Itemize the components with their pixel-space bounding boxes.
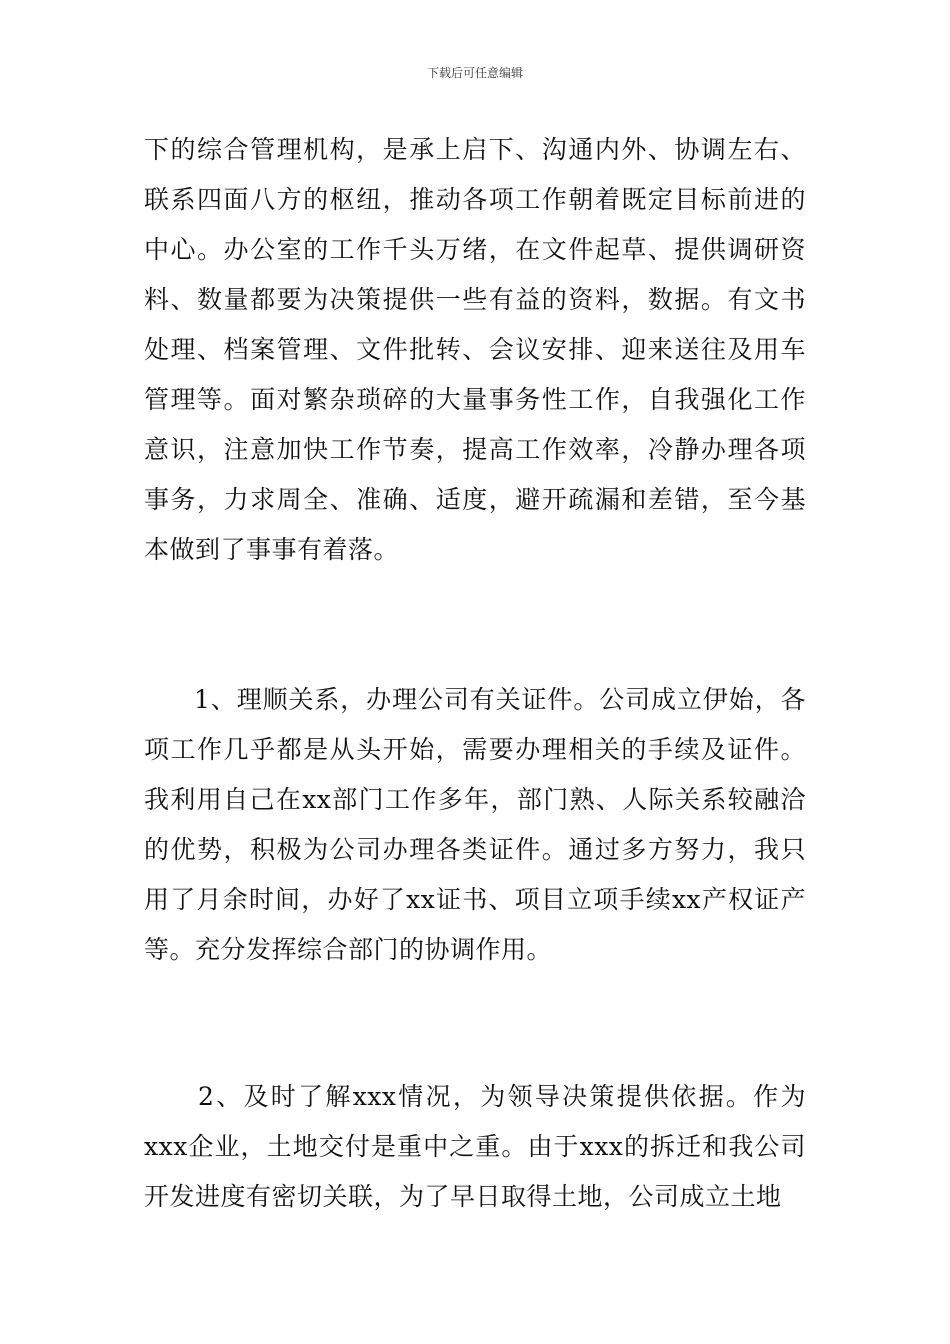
paragraph-2: 1、理顺关系，办理公司有关证件。公司成立伊始，各项工作几乎都是从头开始，需要办理相关的手续及证件。我利用自己在xx部门工作多年，部门熟、人际关系较融洽的优势，积极为公司办理各类证件。通过多方努力，我只用了月余时间，办好了xx证书、项目立项手续xx产权证产等。充分发挥综合部门的协调作用。 (144, 685, 806, 964)
page-header: 下载后可任意编辑 (426, 66, 523, 80)
paragraph-1: 下的综合管理机构，是承上启下、沟通内外、协调左右、联系四面八方的枢纽，推动各项工作朝着既定目标前进的中心。办公室的工作千头万绪，在文件起草、提供调研资料、数量都要为决策提供一些有益的资料，数据。有文书处理、档案管理、文件批转、会议安排、迎来送往及用车管理等。面对繁杂琐碎的大量事务性工作，自我强化工作意识，注意加快工作节奏，提高工作效率，冷静办理各项事务，力求周全、准确、适度，避开疏漏和差错，至今基本做到了事事有着落。 (144, 135, 806, 564)
paragraph-3: 2、及时了解xxx情况，为领导决策提供依据。作为xxx企业，土地交付是重中之重。由于xxx的拆迁和我公司开发进度有密切关联，为了早日取得土地，公司成立土地 (144, 1082, 806, 1211)
